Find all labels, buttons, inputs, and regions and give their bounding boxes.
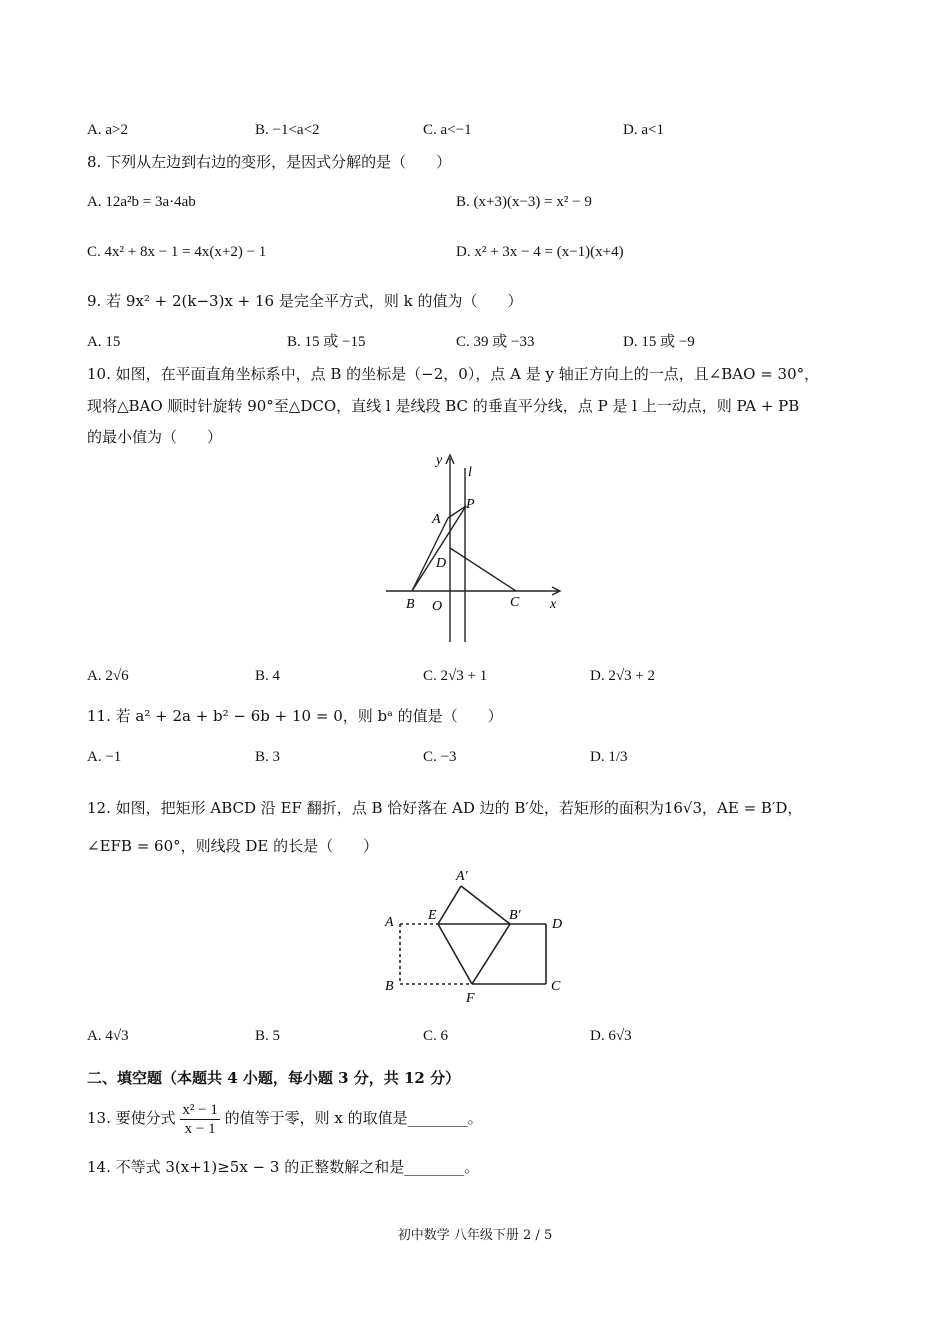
q12-figure xyxy=(380,862,580,1012)
q8-option-d: D. x² + 3x − 4 = (x−1)(x+4) xyxy=(456,244,624,260)
q7-option-b: B. −1<a<2 xyxy=(255,122,320,138)
label-x: x xyxy=(550,597,557,612)
section-2-title: 二、填空题（本题共 4 小题，每小题 3 分，共 12 分） xyxy=(87,1069,461,1087)
q12-line-1: 12. 如图，把矩形 ABCD 沿 EF 翻折，点 B 恰好落在 AD 边的 B′处，若矩形的面积为16√3，AE = B′D， xyxy=(87,799,803,817)
q11-option-b: B. 3 xyxy=(255,749,281,765)
q9-option-a: A. 15 xyxy=(87,334,121,350)
label-b: B xyxy=(406,597,415,612)
q13-numerator: x² − 1 xyxy=(182,1101,218,1118)
segment-ba xyxy=(412,518,448,591)
q10-option-a: A. 2√6 xyxy=(87,668,129,684)
label-o: O xyxy=(432,599,443,614)
q10-line-2: 现将△BAO 顺时针旋转 90°至△DCO，直线 l 是线段 BC 的垂直平分线，点 P 是 l 上一动点，则 PA + PB xyxy=(87,397,800,415)
label-b-prime: B′ xyxy=(509,908,521,923)
q13-prefix: 13. 要使分式 xyxy=(87,1109,176,1127)
q10-line-1: 10. 如图，在平面直角坐标系中，点 B 的坐标是（−2，0），点 A 是 y 轴正方向上的一点，且∠BAO = 30°， xyxy=(87,365,820,383)
q13-line xyxy=(87,1098,483,1138)
label-d: D xyxy=(436,556,447,571)
segment-ef xyxy=(438,924,472,984)
q8-option-a: A. 12a²b = 3a·4ab xyxy=(87,194,196,210)
q8-option-b: B. (x+3)(x−3) = x² − 9 xyxy=(456,194,592,210)
label-b: B xyxy=(385,979,394,994)
q10-figure xyxy=(380,450,570,650)
q10-line-3: 的最小值为（ ） xyxy=(87,428,223,446)
label-l: l xyxy=(468,465,472,480)
label-e: E xyxy=(428,908,437,923)
q8-option-c: C. 4x² + 8x − 1 = 4x(x+2) − 1 xyxy=(87,244,267,260)
q12-option-a: A. 4√3 xyxy=(87,1028,129,1044)
q13-fraction xyxy=(180,1101,219,1138)
q12-line-2: ∠EFB = 60°，则线段 DE 的长是（ ） xyxy=(87,837,379,855)
q9-option-b: B. 15 或 −15 xyxy=(287,334,366,350)
label-d: D xyxy=(552,917,563,932)
q7-option-c: C. a<−1 xyxy=(423,122,472,138)
segment-ea1 xyxy=(438,886,461,924)
q9-stem: 9. 若 9x² + 2(k−3)x + 16 是完全平方式，则 k 的值为（ ） xyxy=(87,292,523,310)
q12-option-c: C. 6 xyxy=(423,1028,449,1044)
q10-option-c: C. 2√3 + 1 xyxy=(423,668,488,684)
label-c: C xyxy=(510,595,520,610)
q8-stem: 8. 下列从左边到右边的变形，是因式分解的是（ ） xyxy=(87,153,452,171)
q13-denominator: x − 1 xyxy=(184,1120,216,1137)
q13-suffix: 的值等于零，则 x 的取值是________。 xyxy=(224,1109,483,1127)
segment-a1b1 xyxy=(461,886,510,924)
segment-dc xyxy=(450,548,516,591)
q14-stem: 14. 不等式 3(x+1)≥5x − 3 的正整数解之和是________。 xyxy=(87,1158,480,1176)
segment-ap xyxy=(448,506,466,518)
label-y: y xyxy=(436,453,443,468)
q12-option-b: B. 5 xyxy=(255,1028,281,1044)
q10-option-d: D. 2√3 + 2 xyxy=(590,668,656,684)
segment-fb1 xyxy=(472,924,510,984)
label-a-prime: A′ xyxy=(456,869,468,884)
q12-option-d: D. 6√3 xyxy=(590,1028,632,1044)
q9-option-c: C. 39 或 −33 xyxy=(456,334,535,350)
q7-option-d: D. a<1 xyxy=(623,122,664,138)
label-p: P xyxy=(466,497,475,512)
q11-option-d: D. 1/3 xyxy=(590,749,628,765)
q11-option-a: A. −1 xyxy=(87,749,122,765)
label-a: A xyxy=(385,915,394,930)
page-footer: 初中数学 八年级下册 2 / 5 xyxy=(397,1228,553,1243)
label-c: C xyxy=(551,979,561,994)
q10-option-b: B. 4 xyxy=(255,668,281,684)
q11-stem: 11. 若 a² + 2a + b² − 6b + 10 = 0，则 bᵃ 的值是（ ） xyxy=(87,707,503,725)
q9-option-d: D. 15 或 −9 xyxy=(623,334,695,350)
q7-option-a: A. a>2 xyxy=(87,122,128,138)
q11-option-c: C. −3 xyxy=(423,749,457,765)
label-a: A xyxy=(432,512,441,527)
label-f: F xyxy=(466,991,475,1006)
